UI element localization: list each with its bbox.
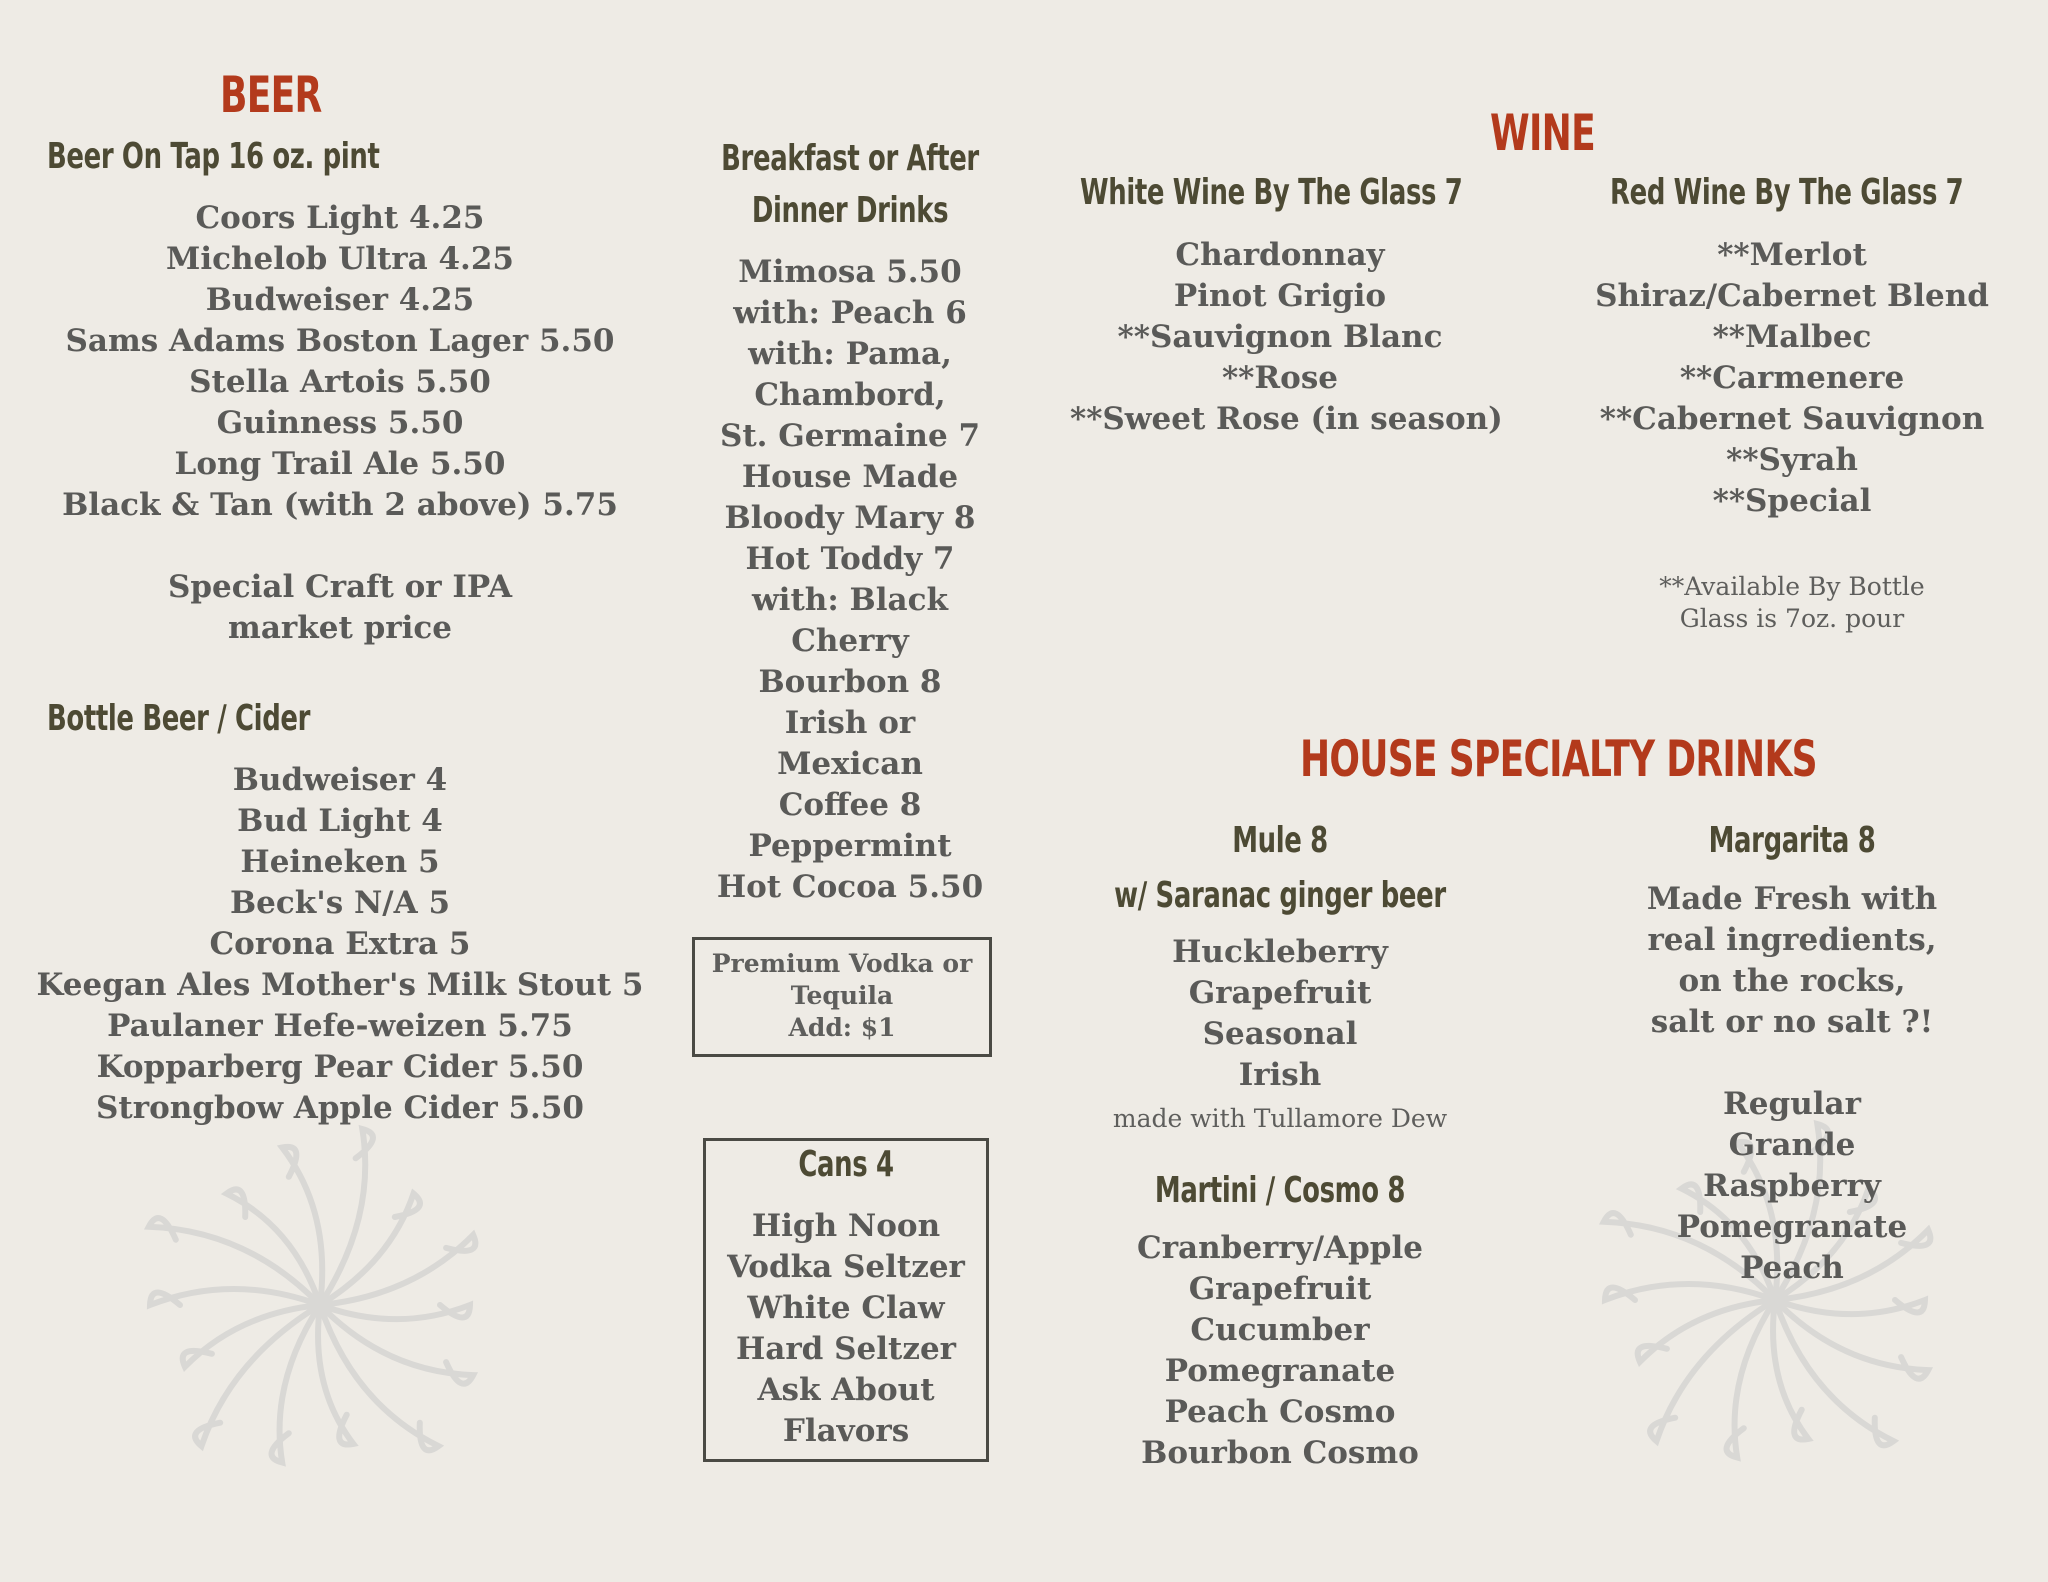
list-item: Corona Extra 5	[209, 926, 471, 962]
list-item: **Syrah	[1726, 442, 1858, 478]
list-item: Vodka Seltzer	[727, 1249, 965, 1285]
list-item: with: Black	[752, 582, 948, 618]
list-item: Long Trail Ale 5.50	[174, 446, 506, 482]
list-item: Kopparberg Pear Cider 5.50	[96, 1049, 584, 1085]
wine-title: WINE	[1490, 104, 1595, 162]
list-item: Bourbon Cosmo	[1141, 1435, 1419, 1471]
list-item: Budweiser 4.25	[205, 282, 475, 318]
list-item: Cherry	[791, 623, 909, 659]
premium-vodka-box	[692, 937, 992, 1057]
tullamore-note: made with Tullamore Dew	[1112, 1104, 1448, 1133]
list-item: Pomegranate	[1164, 1353, 1396, 1389]
list-item: Heineken 5	[240, 844, 440, 880]
list-item: Coffee 8	[778, 787, 922, 823]
list-item: Shiraz/Cabernet Blend	[1595, 278, 1989, 314]
white-wine-heading: White Wine By The Glass 7	[1080, 172, 1463, 213]
bottle-availability-note	[1592, 571, 1992, 635]
list-item: Paulaner Hefe-weizen 5.75	[107, 1008, 573, 1044]
list-item: Pomegranate	[1676, 1209, 1908, 1245]
market-price-line: market price	[228, 610, 452, 646]
list-item: Black & Tan (with 2 above) 5.75	[62, 487, 618, 523]
list-item: real ingredients,	[1647, 922, 1937, 958]
premium-line1: Premium Vodka or	[711, 949, 973, 978]
list-item: Pinot Grigio	[1173, 278, 1387, 314]
list-item: with: Peach 6	[733, 295, 967, 331]
margarita-heading: Margarita 8	[1708, 820, 1876, 861]
mule-list	[1080, 932, 1480, 1096]
list-item: Bud Light 4	[237, 803, 443, 839]
list-item: Peppermint	[748, 828, 952, 864]
list-item: Cucumber	[1190, 1312, 1370, 1348]
list-item: **Carmenere	[1679, 360, 1905, 396]
list-item: Ask About	[757, 1372, 935, 1408]
list-item: Made Fresh with	[1646, 881, 1938, 917]
list-item: Coors Light 4.25	[195, 200, 485, 236]
list-item: Budweiser 4	[232, 762, 448, 798]
list-item: St. Germaine 7	[719, 418, 981, 454]
martini-heading: Martini / Cosmo 8	[1154, 1170, 1406, 1211]
list-item: Mexican	[777, 746, 923, 782]
breakfast-drinks-list	[650, 252, 1050, 908]
list-item: High Noon	[751, 1208, 941, 1244]
list-item: Chardonnay	[1175, 237, 1385, 273]
list-item: Stella Artois 5.50	[189, 364, 491, 400]
list-item: Bourbon 8	[758, 664, 942, 700]
list-item: Irish	[1238, 1057, 1322, 1093]
beer-title: BEER	[220, 66, 322, 124]
list-item: **Cabernet Sauvignon	[1599, 401, 1985, 437]
list-item: Keegan Ales Mother's Milk Stout 5	[36, 967, 644, 1003]
white-wine-list	[1070, 235, 1503, 440]
house-specialty-title: HOUSE SPECIALTY DRINKS	[1300, 730, 1817, 788]
premium-line3: Add: $1	[788, 1013, 896, 1042]
beer-on-tap-list	[20, 198, 660, 649]
list-item: on the rocks,	[1678, 963, 1906, 999]
list-item: **Special	[1712, 483, 1872, 519]
list-item: Strongbow Apple Cider 5.50	[96, 1090, 584, 1126]
breakfast-heading-line2: Dinner Drinks	[751, 190, 949, 231]
beer-on-tap-heading: Beer On Tap 16 oz. pint	[47, 136, 380, 177]
flower-ornament-left	[120, 1120, 520, 1490]
list-item: Peach Cosmo	[1164, 1394, 1396, 1430]
list-item: Hard Seltzer	[735, 1331, 957, 1367]
mule-heading: Mule 8	[1232, 820, 1328, 861]
cans-list	[703, 1206, 989, 1452]
list-item: **Rose	[1221, 360, 1339, 396]
martini-list	[1080, 1228, 1480, 1474]
list-item: with: Pama,	[748, 336, 952, 372]
list-item: Flavors	[782, 1413, 910, 1449]
list-item: Regular	[1723, 1086, 1861, 1122]
list-item: **Merlot	[1717, 237, 1867, 273]
list-item: **Sauvignon Blanc	[1117, 319, 1443, 355]
margarita-description	[1592, 879, 1992, 1289]
list-item: Guinness 5.50	[216, 405, 464, 441]
list-item: Michelob Ultra 4.25	[166, 241, 514, 277]
list-item: Peach	[1740, 1250, 1844, 1286]
list-item: Hot Cocoa 5.50	[716, 869, 984, 905]
list-item: Grapefruit	[1188, 975, 1372, 1011]
special-craft-line: Special Craft or IPA	[167, 569, 513, 605]
red-wine-heading: Red Wine By The Glass 7	[1610, 172, 1964, 213]
list-item: Mimosa 5.50	[738, 254, 962, 290]
cans-heading: Cans 4	[798, 1144, 894, 1185]
bottle-beer-heading: Bottle Beer / Cider	[47, 698, 311, 739]
list-item: salt or no salt ?!	[1650, 1004, 1934, 1040]
list-item: Chambord,	[754, 377, 946, 413]
mule-subheading: w/ Saranac ginger beer	[1114, 875, 1446, 916]
note-line: Glass is 7oz. pour	[1679, 604, 1905, 633]
list-item: Sams Adams Boston Lager 5.50	[65, 323, 615, 359]
bottle-beer-list	[20, 760, 660, 1129]
list-item: Hot Toddy 7	[745, 541, 955, 577]
list-item: White Claw	[747, 1290, 945, 1326]
list-item: Seasonal	[1202, 1016, 1358, 1052]
list-item: Beck's N/A 5	[229, 885, 451, 921]
premium-line2: Tequila	[790, 981, 894, 1010]
list-item: Cranberry/Apple	[1137, 1230, 1423, 1266]
red-wine-list	[1592, 235, 1992, 522]
list-item: **Malbec	[1712, 319, 1872, 355]
list-item: Irish or	[784, 705, 916, 741]
breakfast-heading-line1: Breakfast or After	[721, 138, 979, 179]
list-item: Raspberry	[1703, 1168, 1881, 1204]
list-item: House Made	[741, 459, 959, 495]
list-item: Grapefruit	[1188, 1271, 1372, 1307]
list-item: Bloody Mary 8	[724, 500, 976, 536]
list-item: Grande	[1728, 1127, 1856, 1163]
list-item: Huckleberry	[1172, 934, 1388, 970]
note-line: **Available By Bottle	[1659, 572, 1925, 601]
list-item: **Sweet Rose (in season)	[1070, 401, 1503, 437]
